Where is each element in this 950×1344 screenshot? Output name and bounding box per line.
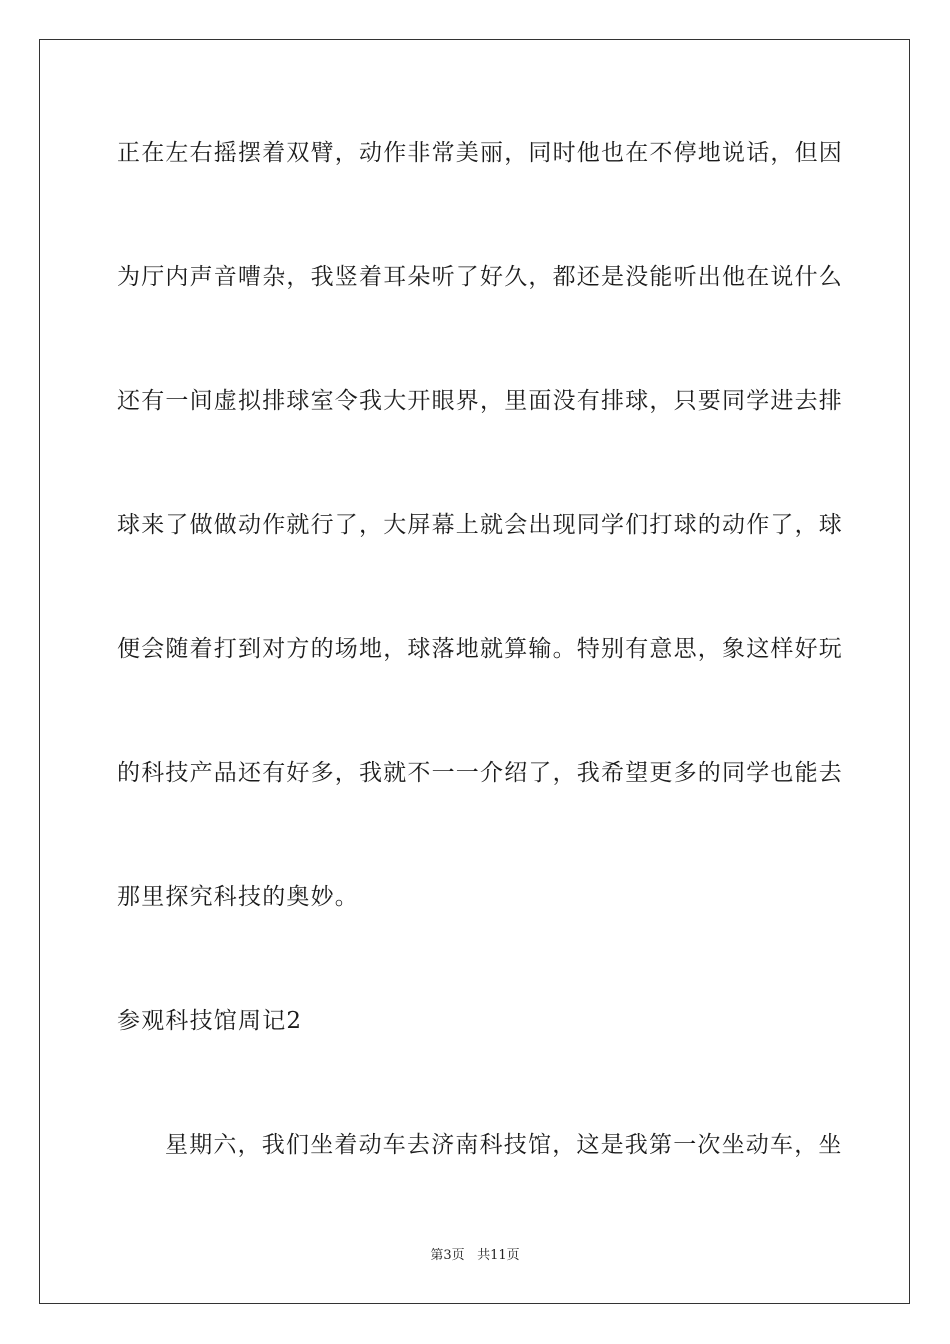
page-total: 共11页 <box>477 1248 520 1263</box>
body-line-5: 便会随着打到对方的场地，球落地就算输。特别有意思，象这样好玩 <box>117 636 843 662</box>
body-line-1: 正在左右摇摆着双臂，动作非常美丽，同时他也在不停地说话，但因 <box>117 140 843 166</box>
section-title: 参观科技馆周记2 <box>117 1008 303 1034</box>
body-line-3: 还有一间虚拟排球室令我大开眼界，里面没有排球，只要同学进去排 <box>117 388 843 414</box>
body-line-2: 为厅内声音嘈杂，我竖着耳朵听了好久，都还是没能听出他在说什么 <box>117 264 843 290</box>
body-line-4: 球来了做做动作就行了，大屏幕上就会出现同学们打球的动作了，球 <box>117 512 843 538</box>
body-line-6: 的科技产品还有好多，我就不一一介绍了，我希望更多的同学也能去 <box>117 760 843 786</box>
paragraph-start-line: 星期六，我们坐着动车去济南科技馆，这是我第一次坐动车，坐 <box>165 1132 843 1158</box>
page-number: 第3页 <box>430 1248 465 1263</box>
page-footer <box>0 1247 950 1265</box>
page-border <box>39 39 910 1304</box>
body-line-7: 那里探究科技的奥妙。 <box>117 884 359 910</box>
